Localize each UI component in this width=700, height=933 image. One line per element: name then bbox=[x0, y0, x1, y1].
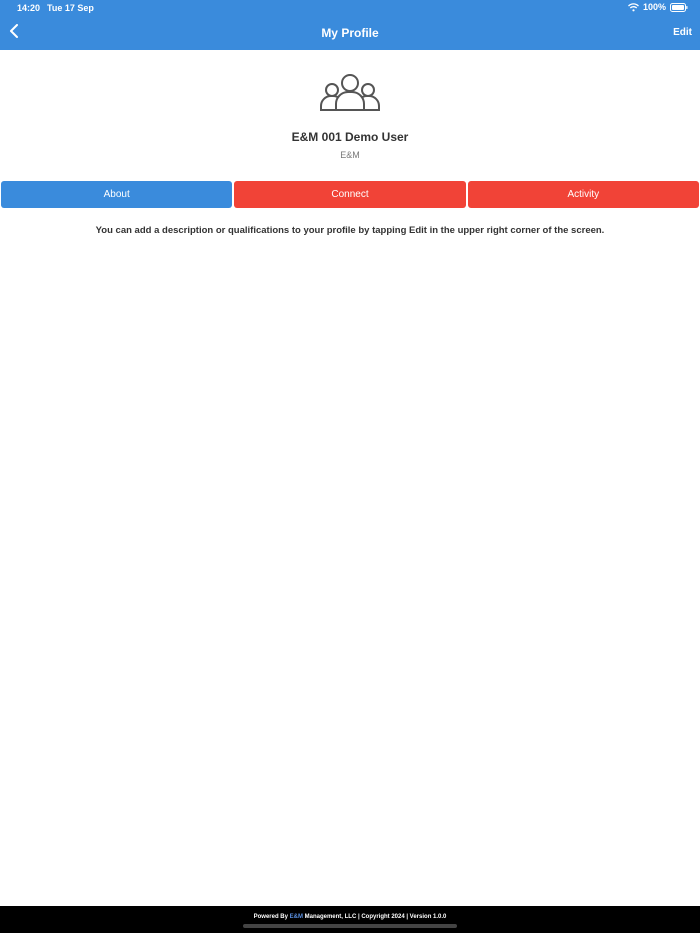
status-bar bbox=[0, 0, 700, 17]
status-date: Tue 17 Sep bbox=[47, 3, 94, 13]
tab-connect[interactable]: Connect bbox=[234, 181, 465, 208]
navigation-bar bbox=[0, 17, 700, 50]
page-title: My Profile bbox=[321, 26, 379, 40]
footer-copyright bbox=[0, 914, 700, 920]
footer-prefix: Powered By bbox=[253, 914, 290, 920]
tab-about[interactable]: About bbox=[1, 181, 232, 208]
profile-tabs bbox=[1, 181, 699, 208]
home-indicator[interactable] bbox=[243, 924, 457, 928]
user-name: E&M 001 Demo User bbox=[291, 130, 409, 144]
user-organization: E&M bbox=[340, 150, 360, 160]
status-time: 14:20 bbox=[17, 3, 41, 13]
wifi-icon bbox=[628, 3, 639, 12]
battery-percent: 100% bbox=[642, 2, 666, 12]
about-description: You can add a description or qualifications to your profile by tapping Edit in the upper right corner of the screen. bbox=[95, 225, 605, 236]
battery-icon bbox=[670, 3, 688, 12]
tab-activity[interactable]: Activity bbox=[468, 181, 699, 208]
footer-brand: E&M bbox=[289, 914, 303, 920]
header-bar bbox=[0, 0, 700, 50]
footer bbox=[0, 906, 700, 933]
edit-button[interactable]: Edit bbox=[673, 27, 692, 38]
footer-suffix: Management, LLC | Copyright 2024 | Version 1.0.0 bbox=[302, 914, 447, 920]
status-indicators bbox=[628, 2, 688, 12]
users-group-icon bbox=[320, 72, 380, 114]
